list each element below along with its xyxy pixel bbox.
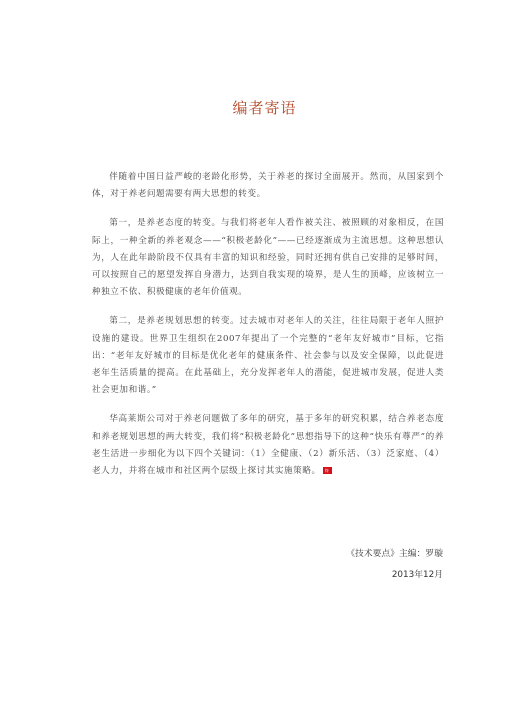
paragraph-1: 伴随着中国日益严峻的老龄化形势，关于养老的探讨全面展开。然而，从国家到个体，对于养老问题需要有两大思想的转变。: [92, 172, 444, 200]
end-mark-icon: 终: [323, 467, 332, 474]
paragraph-4: [92, 411, 444, 480]
paragraph-3: 第二，是养老规划思想的转变。过去城市对老年人的关注，往往局限于老年人照护设施的建设。世界卫生组织在2007年提出了一个完整的“老年友好城市”目标，它指出：“老年友好城市的目标是优化老年的健康条件、社会参与以及安全保障，以此促进老年生活质量的提高。在此基础上，充分发挥老年人的潜能，促进城市发展，促进人类社会更加和谐。”: [92, 316, 444, 396]
editorial-body: [92, 169, 444, 492]
signature-date: 2013年12月: [391, 570, 443, 580]
page-title: 编者寄语: [232, 99, 297, 117]
signature-block: [346, 544, 443, 586]
paragraph-2: 第一，是养老态度的转变。与我们将老年人看作被关注、被照顾的对象相反，在国际上，一种全新的养老观念——“积极老龄化”——已经逐渐成为主流思想。这种思想认为，人在此年龄阶段不仅具有丰富的知识和经验，同时还拥有供自己安排的足够时间，可以按照自己的愿望发挥自身潜力，达到自我实现的境界，是人生的顶峰，应该树立一种独立不依、积极健康的老年价值观。: [92, 218, 444, 298]
paragraph-4-text: 华高莱斯公司对于养老问题做了多年的研究，基于多年的研究积累，结合养老态度和养老规划思想的两大转变，我们将“积极老龄化”思想指导下的这种“快乐有尊严”的养老生活进一步细化为以下四个关键词：（1）全健康、（2）新乐活、（3）泛家庭、（4）老人力，并将在城市和社区两个层级上探讨其实施策略。: [92, 414, 444, 477]
editor-signature: 《技术要点》主编：罗璇: [346, 549, 443, 559]
